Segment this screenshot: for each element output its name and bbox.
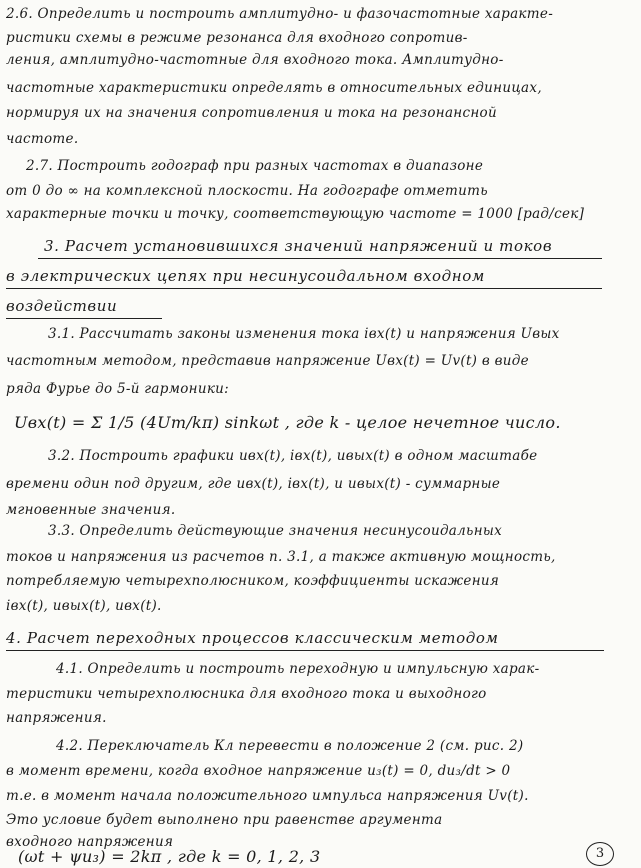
section-3-heading-line-1: 3. Расчет установившихся значений напряжений и токов <box>44 237 553 255</box>
section-3-underline-1 <box>38 258 602 259</box>
section-4-underline <box>6 650 604 651</box>
text-line-22: потребляемую четырехполюсником, коэффициенты искажения <box>6 573 500 589</box>
text-line-32: входного напряжения <box>6 834 174 850</box>
page-number: 3 <box>586 842 614 866</box>
text-line-30: т.е. в момент начала положительного импульса напряжения Uv(t). <box>6 788 529 804</box>
fourier-formula: Uвх(t) = Σ 1/5 (4Um/kπ) sinkωt , где k - целое нечетное число. <box>14 413 561 432</box>
text-line-9: характерные точки и точку, соответствующую частоте = 1000 [рад/сек] <box>6 206 585 222</box>
phase-condition-formula: (ωt + ψu₃) = 2kπ , где k = 0, 1, 2, 3 <box>18 847 321 866</box>
text-line-25: 4.1. Определить и построить переходную и импульсную харак- <box>56 661 540 677</box>
section-4-heading: 4. Расчет переходных процессов классическим методом <box>6 629 499 647</box>
text-line-18: времени один под другим, где uвх(t), iвх(t), и uвых(t) - суммарные <box>6 476 501 492</box>
text-line-28: 4.2. Переключатель Кл перевести в положение 2 (см. рис. 2) <box>56 738 524 754</box>
text-line-2: ристики схемы в режиме резонанса для входного сопротив- <box>6 30 468 46</box>
text-line-1: 2.6. Определить и построить амплитудно- и фазочастотные характе- <box>6 6 554 22</box>
text-line-6: частоте. <box>6 131 79 147</box>
text-line-14: частотным методом, представив напряжение Uвх(t) = Uv(t) в виде <box>6 353 529 369</box>
text-line-23: iвх(t), uвых(t), uвх(t). <box>6 598 162 614</box>
text-line-5: нормируя их на значения сопротивления и тока на резонансной <box>6 105 497 121</box>
text-line-26: теристики четырехполюсника для входного тока и выходного <box>6 686 487 702</box>
text-line-8: от 0 до ∞ на комплексной плоскости. На годографе отметить <box>6 183 488 199</box>
text-line-20: 3.3. Определить действующие значения несинусоидальных <box>48 523 503 539</box>
section-3-heading-line-3: воздействии <box>6 297 118 315</box>
text-line-7: 2.7. Построить годограф при разных частотах в диапазоне <box>26 158 484 174</box>
text-line-3: ления, амплитудно-частотные для входного тока. Амплитудно- <box>6 52 504 68</box>
text-line-13: 3.1. Рассчитать законы изменения тока iвх(t) и напряжения Uвых <box>48 326 560 342</box>
text-line-21: токов и напряжения из расчетов п. 3.1, а также активную мощность, <box>6 549 556 565</box>
text-line-4: частотные характеристики определять в относительных единицах, <box>6 80 542 96</box>
section-3-underline-3 <box>6 318 162 319</box>
section-3-heading-line-2: в электрических цепях при несинусоидальном входном <box>6 267 485 285</box>
text-line-17: 3.2. Построить графики uвх(t), iвх(t), uвых(t) в одном масштабе <box>48 448 538 464</box>
text-line-31: Это условие будет выполнено при равенстве аргумента <box>6 812 443 828</box>
text-line-15: ряда Фурье до 5-й гармоники: <box>6 381 230 397</box>
text-line-29: в момент времени, когда входное напряжение u₃(t) = 0, du₃/dt > 0 <box>6 763 511 779</box>
text-line-27: напряжения. <box>6 710 107 726</box>
text-line-19: мгновенные значения. <box>6 502 176 518</box>
section-3-underline-2 <box>6 288 602 289</box>
